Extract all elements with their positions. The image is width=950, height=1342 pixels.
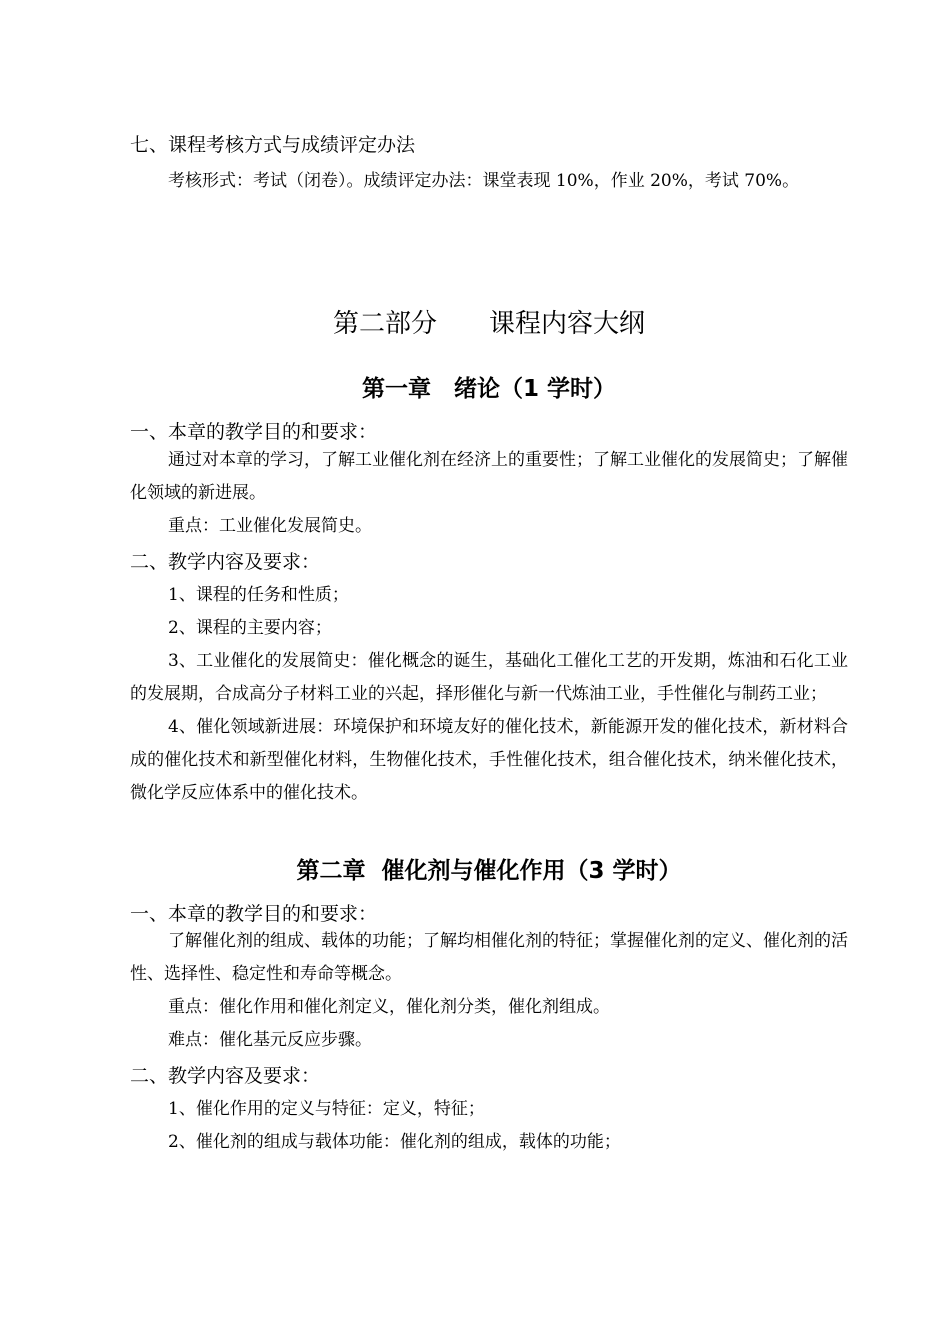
part-two-title: 第二部分 课程内容大纲 (332, 309, 645, 339)
list-item: 4、催化领域新进展：环境保护和环境友好的催化技术，新能源开发的催化技术，新材料合成的催化技术和新型催化材料，生物催化技术，手性催化技术，组合催化技术，纳米催化技术，微化学反应体系中的催化技术。 (130, 717, 848, 803)
chapter-one-goals-heading-block (130, 420, 848, 444)
list-item: 1、课程的任务和性质； (168, 585, 349, 605)
section-seven-body-block (130, 165, 848, 198)
chapter-one-content-heading-block (130, 550, 848, 574)
list-item: 2、课程的主要内容； (168, 618, 332, 638)
chapter-one-content-heading: 二、教学内容及要求： (130, 551, 321, 573)
chapter-one-key-point: 重点：工业催化发展简史。 (168, 516, 372, 536)
chapter-two-content-list (130, 1093, 848, 1159)
chapter-one-goals-text: 通过对本章的学习，了解工业催化剂在经济上的重要性；了解工业催化的发展简史；了解催化领域的新进展。 (130, 450, 848, 503)
list-item: 2、催化剂的组成与载体功能：催化剂的组成，载体的功能； (168, 1132, 621, 1152)
section-seven (130, 133, 848, 157)
chapter-two-key-point: 重点：催化作用和催化剂定义，催化剂分类，催化剂组成。 (168, 997, 610, 1017)
chapter-one-goals-block (130, 444, 848, 543)
chapter-two-difficult-point: 难点：催化基元反应步骤。 (168, 1030, 372, 1050)
chapter-two-goals-heading: 一、本章的教学目的和要求： (130, 903, 378, 925)
section-seven-heading: 七、课程考核方式与成绩评定办法 (130, 134, 416, 156)
chapter-two-content-heading-block (130, 1064, 848, 1088)
list-item: 1、催化作用的定义与特征：定义，特征； (168, 1099, 485, 1119)
chapter-two-goals-block (130, 925, 848, 1057)
chapter-two-goals-heading-block (130, 902, 848, 926)
chapter-two-title: 第二章 催化剂与催化作用（3 学时） (296, 858, 682, 884)
chapter-one-title: 第一章 绪论（1 学时） (361, 376, 616, 402)
chapter-two-content-heading: 二、教学内容及要求： (130, 1065, 321, 1087)
list-item: 3、工业催化的发展简史：催化概念的诞生，基础化工催化工艺的开发期，炼油和石化工业的发展期，合成高分子材料工业的兴起，择形催化与新一代炼油工业，手性催化与制药工业； (130, 651, 848, 704)
chapter-one-goals-heading: 一、本章的教学目的和要求： (130, 421, 378, 443)
section-seven-body: 考核形式：考试（闭卷）。成绩评定办法：课堂表现 10%，作业 20%，考试 70%。 (168, 171, 800, 191)
chapter-two-goals-text: 了解催化剂的组成、载体的功能；了解均相催化剂的特征；掌握催化剂的定义、催化剂的活性、选择性、稳定性和寿命等概念。 (130, 931, 848, 984)
chapter-one-content-list (130, 579, 848, 810)
